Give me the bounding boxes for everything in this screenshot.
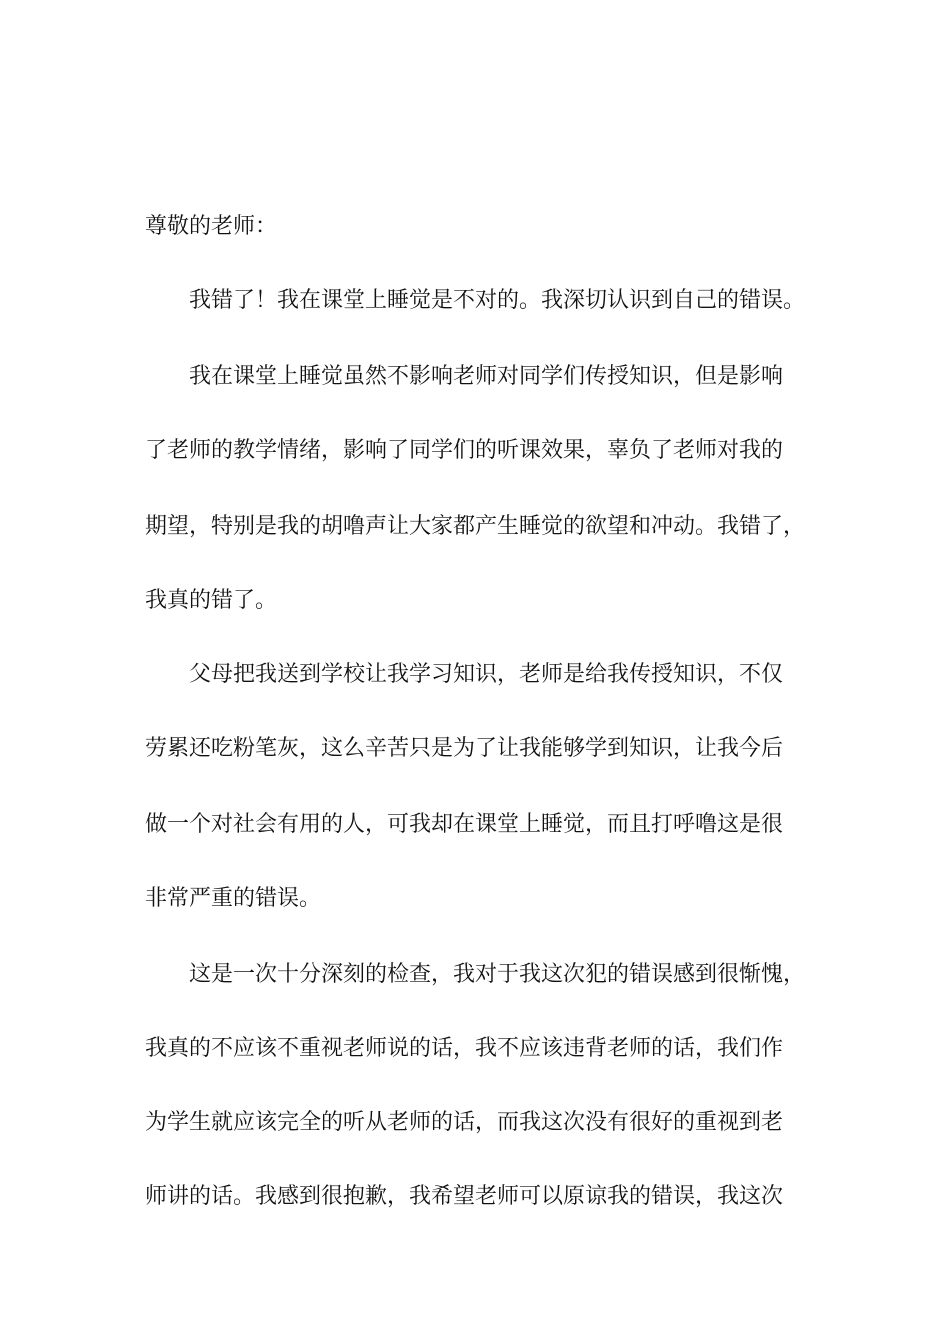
paragraph-4-line-3: 为学生就应该完全的听从老师的话，而我这次没有很好的重视到老: [145, 1110, 784, 1135]
paragraph-4-line-2: 我真的不应该不重视老师说的话，我不应该违背老师的话，我们作: [145, 1036, 784, 1061]
paragraph-1-line-1: 我错了！我在课堂上睡觉是不对的。我深切认识到自己的错误。: [189, 288, 806, 313]
paragraph-4-line-4: 师讲的话。我感到很抱歉，我希望老师可以原谅我的错误，我这次: [145, 1184, 784, 1209]
paragraph-2-line-4: 我真的错了。: [145, 588, 278, 613]
salutation: 尊敬的老师：: [145, 214, 278, 239]
paragraph-3-line-1: 父母把我送到学校让我学习知识，老师是给我传授知识，不仅: [189, 662, 784, 687]
paragraph-2-line-1: 我在课堂上睡觉虽然不影响老师对同学们传授知识，但是影响: [189, 364, 784, 389]
paragraph-2-line-2: 了老师的教学情绪，影响了同学们的听课效果，辜负了老师对我的: [145, 438, 784, 463]
paragraph-3-line-3: 做一个对社会有用的人，可我却在课堂上睡觉，而且打呼噜这是很: [145, 812, 784, 837]
paragraph-3-line-2: 劳累还吃粉笔灰，这么辛苦只是为了让我能够学到知识，让我今后: [145, 736, 784, 761]
paragraph-2-line-3: 期望，特别是我的胡噜声让大家都产生睡觉的欲望和冲动。我错了，: [145, 514, 806, 539]
paragraph-4-line-1: 这是一次十分深刻的检查，我对于我这次犯的错误感到很惭愧，: [189, 962, 806, 987]
paragraph-3-line-4: 非常严重的错误。: [145, 886, 322, 911]
